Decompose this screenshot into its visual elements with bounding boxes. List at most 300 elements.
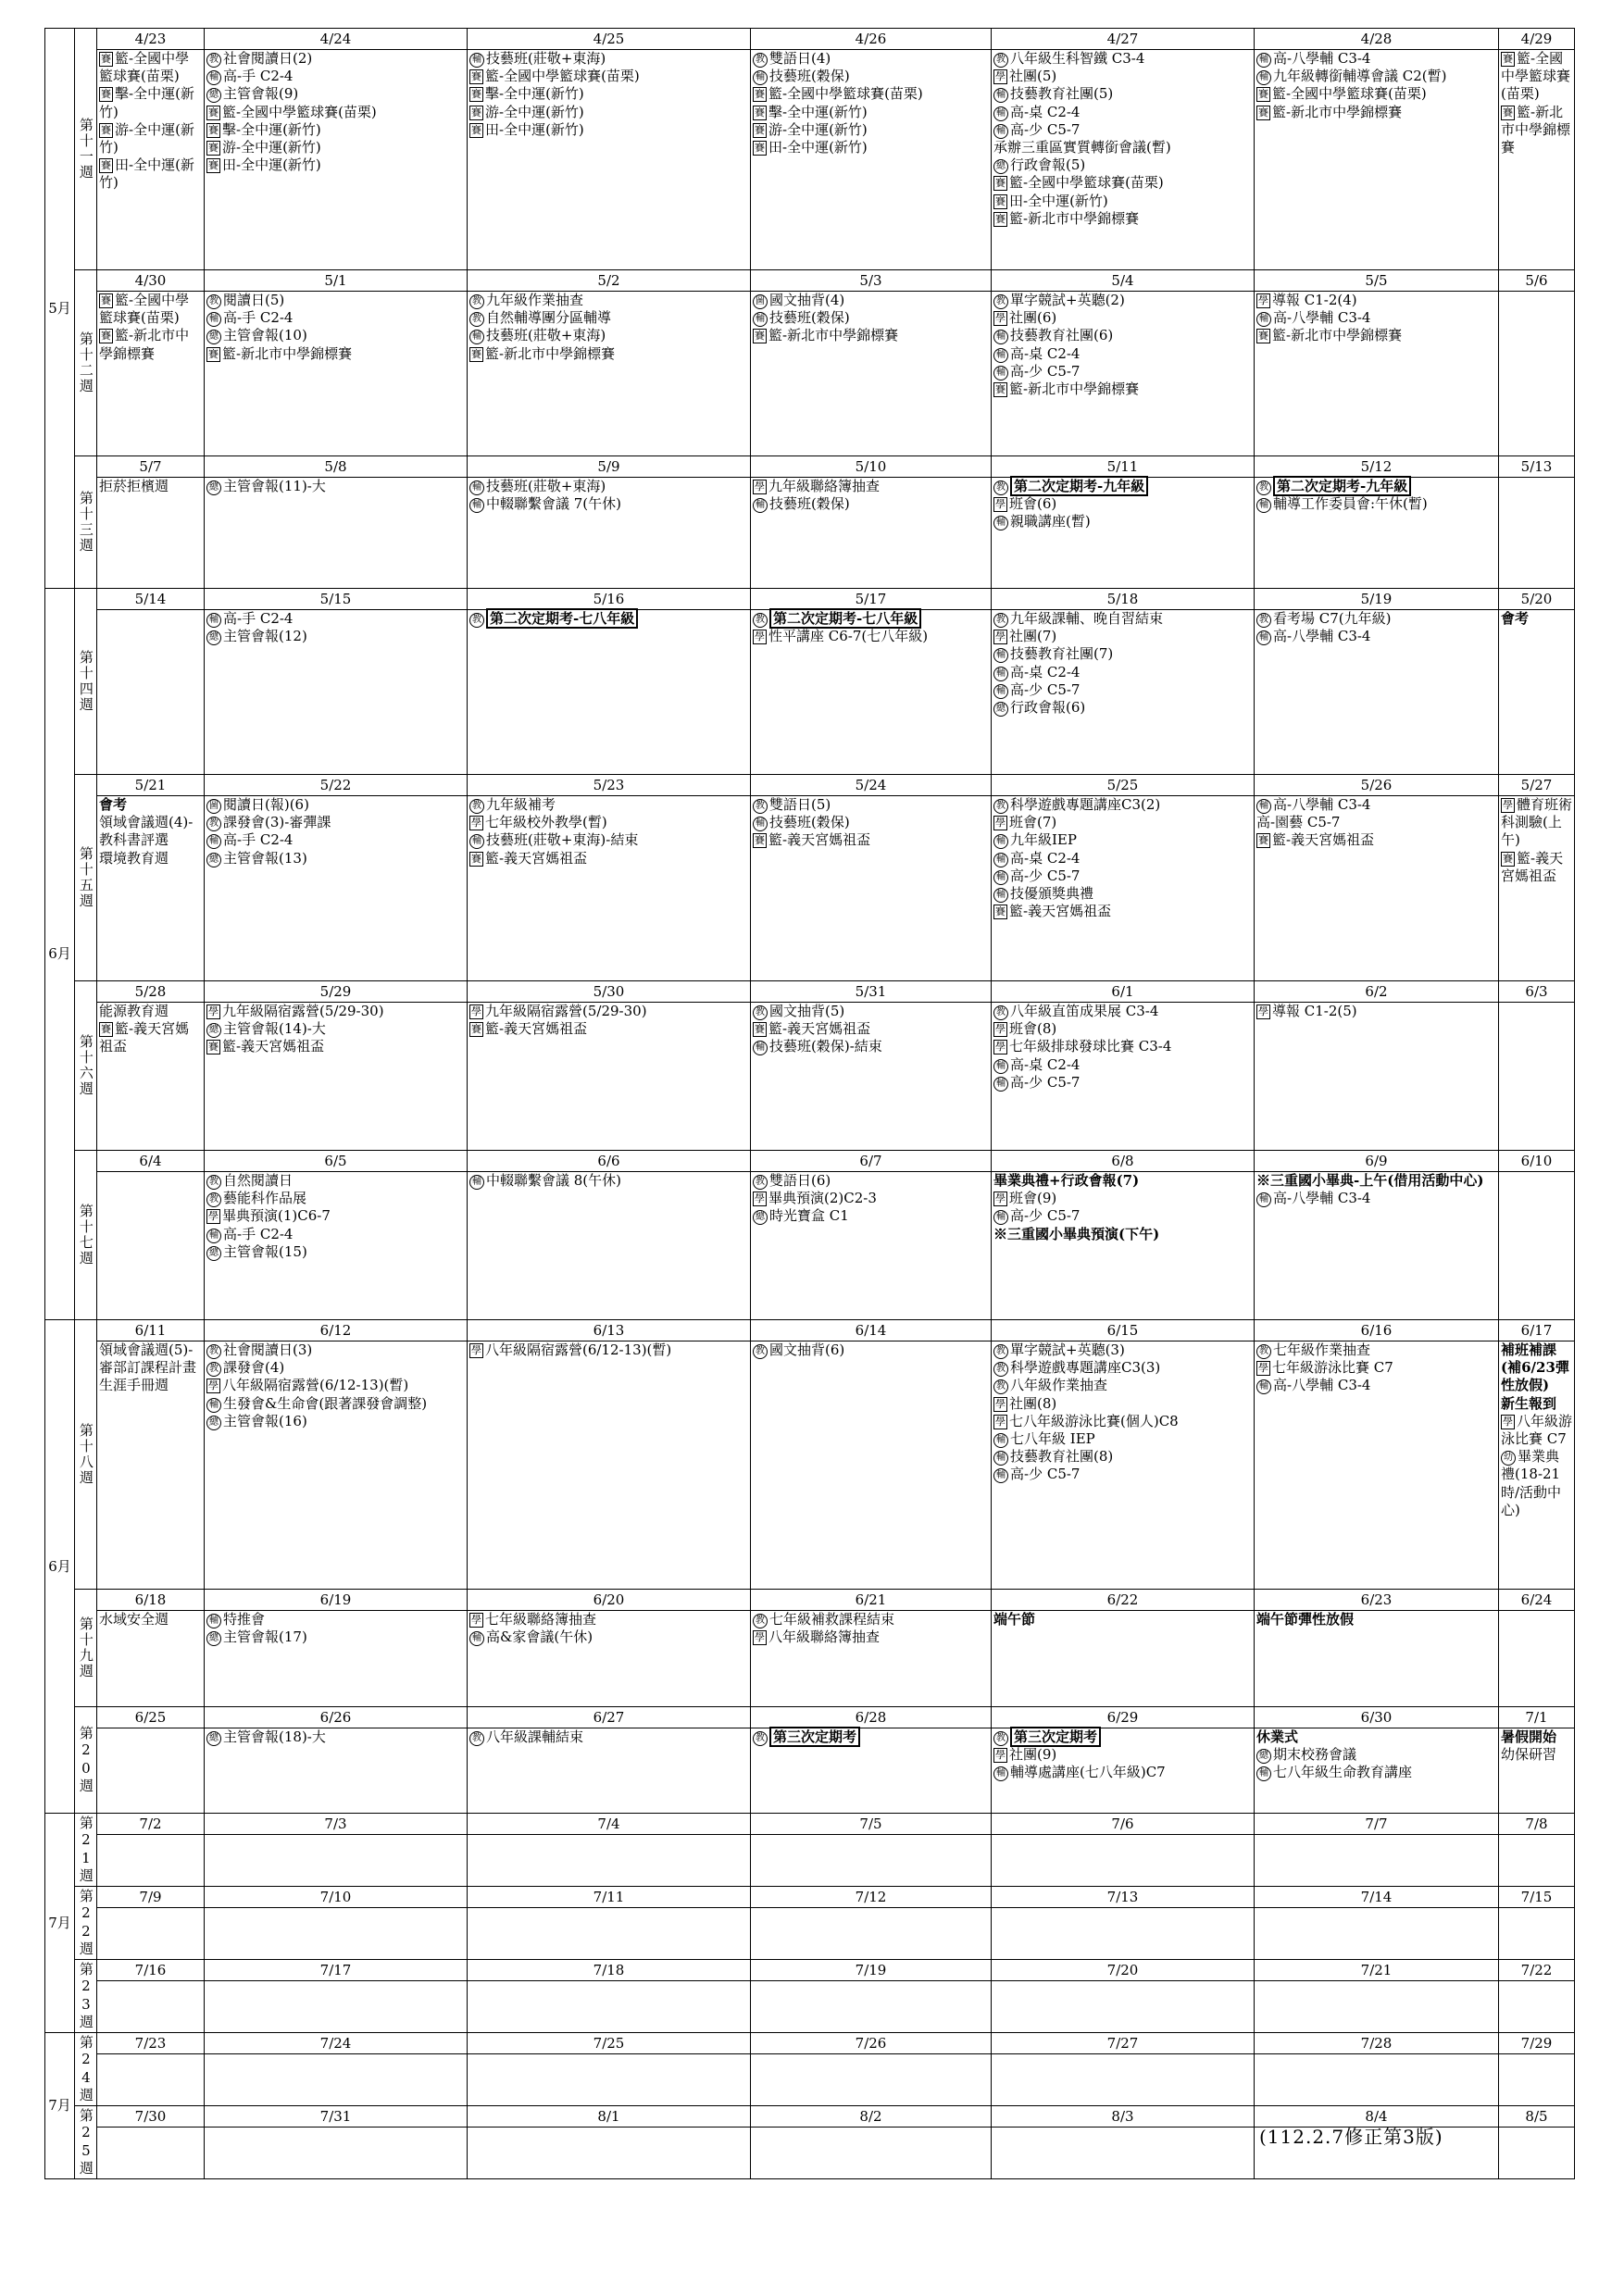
event-item xyxy=(205,1341,467,1359)
event-text: 八年級生科智鐵 C3-4 xyxy=(1010,50,1145,67)
event-item xyxy=(1255,50,1498,68)
date-cell: 7/23 xyxy=(97,2033,205,2054)
event-item xyxy=(992,699,1254,717)
office-tag: 學 xyxy=(471,1344,481,1356)
day-cell xyxy=(1255,2054,1499,2106)
office-tag: 賽 xyxy=(755,1023,765,1036)
event-item xyxy=(97,1341,204,1377)
date-cell: 7/19 xyxy=(751,1960,992,1981)
day-cell xyxy=(1499,610,1575,775)
date-cell: 5/14 xyxy=(97,589,205,610)
office-tag: 輔 xyxy=(993,684,1008,699)
office-tag: 教 xyxy=(1256,480,1271,495)
event-text: 擊-全中運(新竹) xyxy=(485,85,584,103)
event-item xyxy=(751,309,991,327)
day-cell xyxy=(468,1003,751,1151)
event-item xyxy=(992,1038,1254,1055)
month-label: 7月 xyxy=(45,2033,75,2179)
date-cell: 7/16 xyxy=(97,1960,205,1981)
event-text: 高-少 C5-7 xyxy=(1010,867,1081,884)
office-tag: 學 xyxy=(995,630,1006,643)
office-tag: 輔 xyxy=(993,648,1008,663)
event-item xyxy=(97,85,204,120)
date-cell: 5/3 xyxy=(751,270,992,292)
event-item xyxy=(468,68,750,85)
date-cell: 5/8 xyxy=(205,456,468,478)
office-tag: 輔 xyxy=(206,613,221,628)
day-cell xyxy=(992,1172,1255,1320)
date-cell: 4/27 xyxy=(992,29,1255,50)
office-tag: 賽 xyxy=(1258,106,1268,119)
event-item xyxy=(992,1377,1254,1394)
office-tag: 教 xyxy=(469,799,484,814)
event-text: 技藝教育社團(5) xyxy=(1010,85,1114,103)
event-item xyxy=(468,1728,750,1746)
event-item xyxy=(992,903,1254,920)
event-item xyxy=(992,1448,1254,1466)
day-cell xyxy=(992,610,1255,775)
day-cell xyxy=(1499,1835,1575,1887)
event-item xyxy=(992,867,1254,885)
event-item xyxy=(1499,610,1574,628)
event-text: 閱讀日(5) xyxy=(223,292,285,308)
date-cell: 8/1 xyxy=(468,2106,751,2128)
event-text: 科學遊戲專題講座C3(2) xyxy=(1010,796,1161,813)
event-item xyxy=(992,1746,1254,1764)
date-cell: 5/27 xyxy=(1499,775,1575,796)
event-item xyxy=(205,1038,467,1055)
event-item xyxy=(1499,1395,1574,1413)
office-tag: 教 xyxy=(469,613,484,628)
event-item xyxy=(751,1020,991,1038)
date-cell: 7/24 xyxy=(205,2033,468,2054)
event-item xyxy=(468,104,750,121)
event-item xyxy=(751,50,991,68)
day-cell xyxy=(1499,1981,1575,2033)
date-cell: 5/6 xyxy=(1499,270,1575,292)
event-item xyxy=(205,1226,467,1243)
day-cell xyxy=(1255,1003,1499,1151)
event-text: 班會(9) xyxy=(1009,1190,1057,1207)
event-text: 時光寶盒 C1 xyxy=(769,1207,849,1225)
date-cell: 6/22 xyxy=(992,1590,1255,1611)
date-cell: 5/25 xyxy=(992,775,1255,796)
event-text: 高-手 C2-4 xyxy=(223,831,294,849)
office-tag: 總 xyxy=(206,1631,221,1646)
day-cell xyxy=(1255,1728,1499,1814)
week-date-row xyxy=(45,1707,1575,1728)
event-text: 游-全中運(新竹) xyxy=(99,120,194,156)
week-label: 第十五週 xyxy=(75,775,97,981)
event-text: 親職講座(暫) xyxy=(1010,513,1091,530)
event-item xyxy=(751,831,991,849)
event-item xyxy=(205,309,467,327)
office-tag: 賽 xyxy=(755,106,765,119)
day-cell xyxy=(205,1908,468,1960)
office-tag: 賽 xyxy=(995,905,1006,918)
date-cell: 5/16 xyxy=(468,589,751,610)
event-text: 籃-義天宮媽祖盃 xyxy=(99,1020,190,1055)
event-text: 技藝班(穀保)-結束 xyxy=(769,1038,882,1055)
date-cell: 7/13 xyxy=(992,1887,1255,1908)
event-text: 籃-義天宮媽祖盃 xyxy=(768,831,871,849)
office-tag: 輔 xyxy=(993,330,1008,344)
office-tag: 教 xyxy=(753,53,768,68)
event-item xyxy=(205,139,467,156)
date-cell: 5/28 xyxy=(97,981,205,1003)
event-text: 籃-義天宮媽祖盃 xyxy=(1272,831,1375,849)
event-text: 社團(5) xyxy=(1009,68,1057,85)
event-text: 自然輔導團分區輔導 xyxy=(486,309,612,327)
office-tag: 輔 xyxy=(993,870,1008,885)
office-tag: 總 xyxy=(206,1246,221,1261)
event-item xyxy=(468,1628,750,1646)
office-tag: 輔 xyxy=(1256,630,1271,645)
event-item xyxy=(1255,478,1498,495)
event-item xyxy=(751,1172,991,1190)
event-text: 主管會報(11)-大 xyxy=(223,478,326,494)
office-tag: 教 xyxy=(753,1344,768,1359)
event-item xyxy=(992,850,1254,867)
office-tag: 賽 xyxy=(755,88,765,101)
date-cell: 4/25 xyxy=(468,29,751,50)
event-text: 高&家會議(午休) xyxy=(486,1628,593,1646)
event-item xyxy=(97,1377,204,1394)
event-item xyxy=(1499,1341,1574,1395)
date-cell: 7/5 xyxy=(751,1814,992,1835)
event-item xyxy=(1499,1413,1574,1448)
week-date-row xyxy=(45,1151,1575,1172)
week-content-row xyxy=(45,2054,1575,2106)
event-text: 畢典預演(2)C2-3 xyxy=(768,1190,877,1207)
event-text: 高-手 C2-4 xyxy=(223,1225,294,1242)
event-item xyxy=(205,610,467,628)
date-cell: 5/30 xyxy=(468,981,751,1003)
office-tag: 學 xyxy=(995,70,1006,83)
event-item xyxy=(205,68,467,85)
day-cell xyxy=(1499,1172,1575,1320)
event-text: 高-八學輔 C3-4 xyxy=(1273,309,1371,327)
event-item xyxy=(205,1243,467,1261)
date-cell: 5/2 xyxy=(468,270,751,292)
office-tag: 教 xyxy=(1256,1344,1271,1359)
date-cell: 6/7 xyxy=(751,1151,992,1172)
office-tag: 總 xyxy=(993,159,1008,174)
event-text: 班會(7) xyxy=(1009,814,1057,831)
office-tag: 學 xyxy=(1503,799,1513,811)
date-cell: 7/4 xyxy=(468,1814,751,1835)
office-tag: 賽 xyxy=(755,834,765,847)
event-text: 籃-新北市中學錦標賽 xyxy=(1272,327,1403,344)
event-text: 技藝班(穀保) xyxy=(769,495,850,513)
office-tag: 輔 xyxy=(206,834,221,849)
office-tag: 教 xyxy=(206,53,221,68)
revision-footer: (112.2.7修正第3版) xyxy=(1259,2126,1443,2148)
office-tag: 賽 xyxy=(208,347,219,360)
date-cell: 6/2 xyxy=(1255,981,1499,1003)
event-text: 七八年級生命教育講座 xyxy=(1273,1764,1413,1781)
office-tag: 賽 xyxy=(1258,330,1268,343)
week-label: 第十四週 xyxy=(75,589,97,775)
date-cell: 7/3 xyxy=(205,1814,468,1835)
event-item xyxy=(992,1611,1254,1628)
event-item xyxy=(1255,495,1498,513)
office-tag: 學 xyxy=(995,1023,1006,1036)
event-item xyxy=(1255,610,1498,628)
date-cell: 6/11 xyxy=(97,1320,205,1341)
event-item xyxy=(205,1190,467,1207)
day-cell xyxy=(205,796,468,981)
office-tag: 學 xyxy=(471,817,481,830)
day-cell xyxy=(97,796,205,981)
date-cell: 4/28 xyxy=(1255,29,1499,50)
event-text: 技藝教育社團(8) xyxy=(1010,1448,1114,1466)
event-text: 科學遊戲專題講座C3(3) xyxy=(1010,1359,1161,1377)
event-text: 國文抽背(4) xyxy=(769,292,845,308)
date-cell: 7/31 xyxy=(205,2106,468,2128)
office-tag: 輔 xyxy=(206,70,221,85)
event-item xyxy=(205,1359,467,1377)
office-tag: 學 xyxy=(1258,1362,1268,1375)
event-item xyxy=(1499,104,1574,157)
office-tag: 教 xyxy=(993,294,1008,309)
date-cell: 6/13 xyxy=(468,1320,751,1341)
week-date-row xyxy=(45,1320,1575,1341)
event-text: 第三次定期考 xyxy=(769,1727,860,1747)
date-cell: 6/3 xyxy=(1499,981,1575,1003)
date-cell: 5/22 xyxy=(205,775,468,796)
event-item xyxy=(468,85,750,103)
event-text: 導報 C1-2(4) xyxy=(1272,292,1357,308)
event-text: 閱讀日(報)(6) xyxy=(223,796,309,813)
office-tag: 教 xyxy=(753,799,768,814)
office-tag: 賽 xyxy=(101,53,111,65)
office-tag: 輔 xyxy=(753,312,768,327)
date-cell: 5/10 xyxy=(751,456,992,478)
office-tag: 賽 xyxy=(995,177,1006,190)
week-content-row xyxy=(45,292,1575,456)
date-cell: 6/16 xyxy=(1255,1320,1499,1341)
event-text: 田-全中運(新竹) xyxy=(1009,192,1108,209)
day-cell xyxy=(1499,478,1575,589)
event-text: 八年級課輔結束 xyxy=(486,1728,584,1745)
day-cell xyxy=(751,1611,992,1707)
office-tag: 教 xyxy=(753,1731,768,1746)
event-item xyxy=(751,1003,991,1020)
office-tag: 輔 xyxy=(469,53,484,68)
event-text: 行政會報(5) xyxy=(1010,156,1086,174)
event-item xyxy=(992,210,1254,228)
date-cell: 7/6 xyxy=(992,1814,1255,1835)
date-cell: 5/24 xyxy=(751,775,992,796)
week-date-row xyxy=(45,1590,1575,1611)
office-tag: 輔 xyxy=(993,888,1008,903)
day-cell xyxy=(751,292,992,456)
event-text: 看考場 C7(九年級) xyxy=(1273,610,1392,627)
date-cell: 8/3 xyxy=(992,2106,1255,2128)
office-tag: 輔 xyxy=(993,667,1008,681)
event-text: 七年級校外教學(暫) xyxy=(485,814,607,831)
office-tag: 賽 xyxy=(1503,53,1513,65)
event-text: 補班補課(補6/23彈性放假) xyxy=(1501,1341,1569,1394)
date-cell: 5/12 xyxy=(1255,456,1499,478)
event-item xyxy=(992,664,1254,681)
day-cell xyxy=(1255,1341,1499,1590)
event-item xyxy=(992,478,1254,495)
day-cell xyxy=(468,610,751,775)
event-item xyxy=(468,478,750,495)
event-text: 導報 C1-2(5) xyxy=(1272,1003,1357,1019)
event-item xyxy=(97,50,204,85)
event-text: 籃-全國中學籃球賽(苗栗) xyxy=(485,68,640,85)
date-cell: 6/8 xyxy=(992,1151,1255,1172)
event-text: 主管會報(15) xyxy=(223,1242,307,1260)
event-item xyxy=(1255,1764,1498,1781)
event-text: 九年級聯絡簿抽查 xyxy=(768,478,881,494)
event-item xyxy=(751,814,991,831)
event-text: 技藝班(穀保) xyxy=(769,68,850,85)
day-cell xyxy=(468,1728,751,1814)
event-text: 主管會報(10) xyxy=(223,327,307,344)
date-cell: 7/1 xyxy=(1499,1707,1575,1728)
event-text: 高-桌 C2-4 xyxy=(1010,849,1081,867)
event-item xyxy=(1499,1448,1574,1519)
event-item xyxy=(992,681,1254,699)
day-cell xyxy=(751,50,992,270)
date-cell: 4/26 xyxy=(751,29,992,50)
date-cell: 7/30 xyxy=(97,2106,205,2128)
office-tag: 學 xyxy=(995,1041,1006,1054)
event-item xyxy=(468,1020,750,1038)
event-text: 七年級排球發球比賽 C3-4 xyxy=(1009,1038,1172,1055)
date-cell: 7/9 xyxy=(97,1887,205,1908)
event-item xyxy=(751,85,991,103)
week-label: 第十三週 xyxy=(75,456,97,589)
event-item xyxy=(992,1003,1254,1020)
office-tag: 輔 xyxy=(469,480,484,495)
event-item xyxy=(992,831,1254,849)
event-item xyxy=(992,1172,1254,1190)
office-tag: 賽 xyxy=(755,330,765,343)
office-tag: 總 xyxy=(206,88,221,103)
day-cell xyxy=(205,1835,468,1887)
day-cell xyxy=(1255,610,1499,775)
date-cell: 5/4 xyxy=(992,270,1255,292)
day-cell xyxy=(97,1981,205,2033)
event-item xyxy=(992,309,1254,327)
event-item xyxy=(1255,68,1498,85)
day-cell xyxy=(205,610,468,775)
event-text: 中輟聯繫會議 8(午休) xyxy=(486,1172,622,1189)
event-text: 高-少 C5-7 xyxy=(1010,1466,1081,1483)
event-text: 田-全中運(新竹) xyxy=(485,120,584,138)
event-item xyxy=(205,156,467,174)
week-label: 第21週 xyxy=(75,1814,97,1887)
event-item xyxy=(468,1003,750,1020)
week-label: 第22週 xyxy=(75,1887,97,1960)
office-tag: 總 xyxy=(206,480,221,495)
office-tag: 學 xyxy=(755,1631,765,1644)
date-cell: 5/26 xyxy=(1255,775,1499,796)
office-tag: 賽 xyxy=(1503,852,1513,865)
day-cell xyxy=(992,478,1255,589)
office-tag: 學 xyxy=(995,1192,1006,1205)
event-item xyxy=(751,104,991,121)
date-cell: 6/24 xyxy=(1499,1590,1575,1611)
event-text: 八年級聯絡簿抽查 xyxy=(768,1628,881,1646)
date-cell: 6/1 xyxy=(992,981,1255,1003)
office-tag: 輔 xyxy=(753,1041,768,1055)
day-cell xyxy=(1255,292,1499,456)
week-content-row xyxy=(45,1908,1575,1960)
event-text: 主管會報(13) xyxy=(223,849,307,867)
event-item xyxy=(992,1190,1254,1207)
event-item xyxy=(205,1628,467,1646)
event-item xyxy=(205,478,467,495)
date-cell: 5/13 xyxy=(1499,456,1575,478)
event-text: 雙語日(5) xyxy=(769,796,831,813)
office-tag: 學 xyxy=(995,1749,1006,1762)
event-text: 九年級補考 xyxy=(486,796,556,813)
office-tag: 學 xyxy=(208,1210,219,1223)
event-item xyxy=(992,628,1254,645)
office-tag: 學 xyxy=(471,1614,481,1626)
day-cell xyxy=(992,1728,1255,1814)
day-cell xyxy=(97,2128,205,2179)
event-text: 拒菸拒檳週 xyxy=(99,478,169,494)
office-tag: 輔 xyxy=(1256,1766,1271,1781)
event-text: 藝能科作品展 xyxy=(223,1190,307,1207)
week-label: 第十九週 xyxy=(75,1590,97,1707)
office-tag: 教 xyxy=(469,1731,484,1746)
event-text: 籃-全國中學籃球賽(苗栗) xyxy=(1272,85,1427,103)
event-text: 單字競試+英聽(3) xyxy=(1010,1341,1125,1358)
event-text: 高-少 C5-7 xyxy=(1010,1073,1081,1091)
event-text: 會考 xyxy=(1501,610,1530,627)
event-text: 生涯手冊週 xyxy=(99,1377,169,1394)
event-item xyxy=(992,104,1254,121)
date-cell: 7/28 xyxy=(1255,2033,1499,2054)
event-text: 高-八學輔 C3-4 xyxy=(1273,1190,1371,1207)
event-item xyxy=(97,327,204,362)
day-cell xyxy=(1255,1835,1499,1887)
day-cell xyxy=(468,292,751,456)
event-item xyxy=(97,796,204,814)
event-text: 籃-全國中學籃球賽(苗栗) xyxy=(222,103,377,120)
date-cell: 7/21 xyxy=(1255,1960,1499,1981)
event-item xyxy=(992,1413,1254,1430)
office-tag: 輔 xyxy=(206,1229,221,1243)
event-text: 技藝班(莊敬+東海) xyxy=(486,478,606,494)
day-cell xyxy=(751,610,992,775)
office-tag: 輔 xyxy=(469,834,484,849)
event-item xyxy=(468,1341,750,1359)
date-cell: 5/21 xyxy=(97,775,205,796)
office-tag: 輔 xyxy=(1256,799,1271,814)
week-date-row xyxy=(45,456,1575,478)
event-text: 環境教育週 xyxy=(99,849,169,867)
day-cell xyxy=(97,1172,205,1320)
event-text: 籃-全國中學籃球賽(苗栗) xyxy=(768,85,923,103)
day-cell xyxy=(468,2128,751,2179)
event-item xyxy=(751,1341,991,1359)
office-tag: 學 xyxy=(1258,1005,1268,1017)
day-cell xyxy=(1255,478,1499,589)
date-cell: 7/20 xyxy=(992,1960,1255,1981)
day-cell xyxy=(97,1611,205,1707)
event-text: 九年級作業抽查 xyxy=(486,292,584,308)
event-text: 七八年級 IEP xyxy=(1010,1429,1095,1447)
